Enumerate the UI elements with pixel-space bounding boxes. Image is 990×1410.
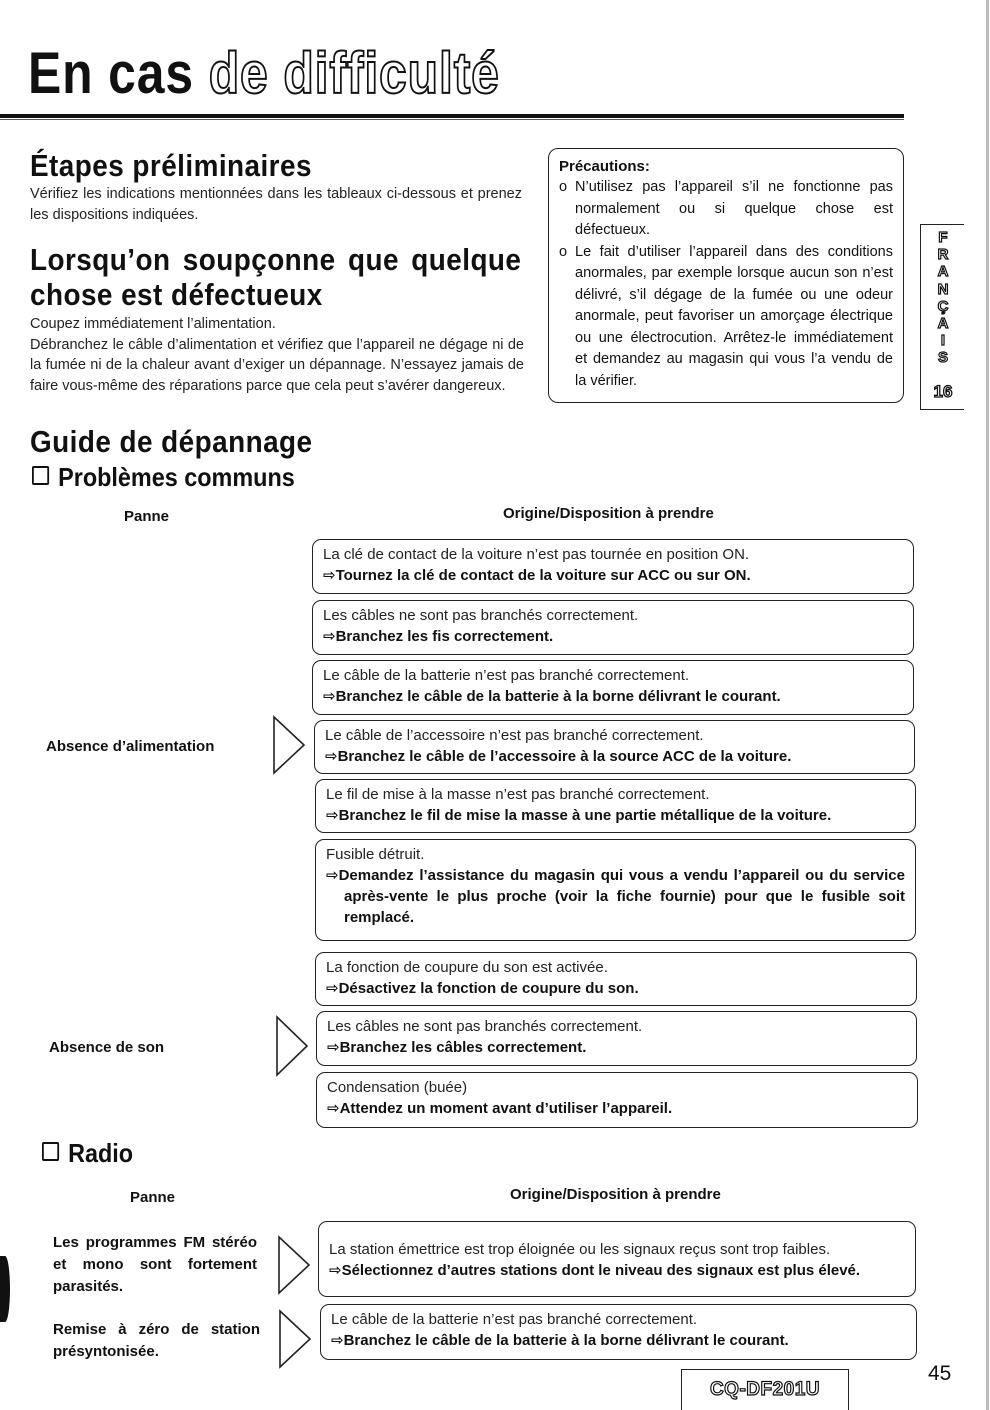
checkbox-square-icon — [32, 466, 49, 485]
arrow-right-icon: ⇨ — [331, 1332, 344, 1349]
binding-mark — [0, 1256, 10, 1322]
fault-remedy: ⇨Branchez le câble de l’accessoire à la source ACC de la voiture. — [325, 748, 792, 765]
precautions-title: Précautions: — [559, 158, 650, 175]
precautions-list — [559, 177, 893, 392]
page-edge — [986, 0, 989, 1410]
fault-remedy: ⇨Branchez le câble de la batterie à la borne délivrant le courant. — [331, 1332, 789, 1349]
fault-remedy: ⇨Tournez la clé de contact de la voiture sur ACC ou sur ON. — [323, 567, 751, 584]
fault-remedy: ⇨Attendez un moment avant d’utiliser l’appareil. — [327, 1100, 673, 1117]
fault-cause: La station émettrice est trop éloignée ou les signaux reçus sont trop faibles. — [329, 1241, 831, 1258]
col-origine-radio: Origine/Disposition à prendre — [510, 1186, 721, 1203]
fault-box — [320, 1304, 917, 1360]
soupcon-text-rest: Débranchez le câble d’alimentation et vérifiez que l’appareil ne dégage ni de la fumée ni de la chaleur avant d’exiger un dépannage. N’essayez jamais de faire vous-même des réparations parce que cela peut s’avérer dangereux. — [30, 336, 524, 394]
pointer-triangle-icon — [275, 1015, 309, 1077]
model-number: CQ-DF201U — [709, 1379, 821, 1400]
fault-box — [318, 1221, 916, 1297]
fault-box — [314, 720, 915, 774]
title-rule-thin — [0, 119, 904, 120]
soupcon-text — [30, 314, 524, 396]
fault-cause: Les câbles ne sont pas branchés correctement. — [323, 607, 639, 624]
precaution-item: o Le fait d’utiliser l’appareil dans des conditions anormales, par exemple lorsque aucun son n’est délivré, s’il dégage de la fumée ou une odeur anormale, peut favoriser un amorçage électrique ou une électrocution. Arrêtez-le immédiatement et demandez au magasin qui vous l’a vendu de la vérifier. — [559, 243, 893, 389]
precautions-box — [548, 148, 904, 403]
fault-remedy: ⇨Branchez les câbles correctement. — [327, 1039, 587, 1056]
problem-remise-zero: Remise à zéro de station présyntonisée. — [53, 1321, 260, 1360]
problem-absence-son: Absence de son — [49, 1039, 165, 1056]
arrow-right-icon: ⇨ — [323, 688, 336, 705]
bullet-icon: o — [559, 179, 568, 195]
fault-box — [316, 1072, 918, 1128]
col-panne: Panne — [124, 508, 170, 525]
soupcon-heading-line2: chose est défectueux — [30, 277, 323, 312]
problem-fm-parasites: Les programmes FM stéréo et mono sont fortement parasités. — [53, 1234, 257, 1295]
page-title-part1: En cas — [28, 41, 209, 106]
col-origine: Origine/Disposition à prendre — [503, 505, 714, 522]
fault-box — [312, 539, 914, 594]
checkbox-square-icon — [42, 1142, 59, 1161]
pointer-triangle-icon — [272, 715, 306, 775]
guide-heading: Guide de dépannage — [30, 424, 313, 459]
fault-box — [315, 779, 916, 833]
page-number: 45 — [928, 1362, 952, 1385]
col-panne-radio: Panne — [130, 1189, 176, 1206]
fault-cause: Les câbles ne sont pas branchés correctement. — [327, 1018, 643, 1035]
precaution-item: o N’utilisez pas l’appareil s’il ne fonctionne pas normalement ou si quelque chose est défectueux. — [559, 179, 893, 238]
arrow-right-icon: ⇨ — [329, 1262, 342, 1279]
arrow-right-icon: ⇨ — [326, 867, 339, 884]
common-subheading: Problèmes communs — [32, 462, 295, 492]
soupcon-heading-line1: Lorsqu’on soupçonne que quelque — [30, 242, 522, 277]
fault-remedy: ⇨Demandez l’assistance du magasin qui vous a vendu l’appareil ou du service après-vente le plus proche (voir la fiche fournie) pour que le fusible soit remplacé. — [326, 867, 905, 926]
arrow-right-icon: ⇨ — [326, 807, 339, 824]
fault-cause: Fusible détruit. — [326, 846, 425, 863]
arrow-right-icon: ⇨ — [323, 628, 336, 645]
bullet-icon: o — [559, 243, 568, 260]
etapes-text: Vérifiez les indications mentionnées dans les tableaux ci-dessous et prenez les dispositions indiquées. — [30, 186, 522, 223]
fault-remedy: ⇨Sélectionnez d’autres stations dont le niveau des signaux est plus élevé. — [329, 1262, 861, 1279]
title-rule — [0, 114, 904, 118]
arrow-right-icon: ⇨ — [327, 1100, 340, 1117]
page-title — [28, 40, 500, 107]
fault-cause: Le câble de l’accessoire n’est pas branché correctement. — [325, 727, 704, 744]
fault-cause: Le câble de la batterie n’est pas branché correctement. — [331, 1311, 698, 1328]
fault-cause: Le câble de la batterie n’est pas branché correctement. — [323, 667, 690, 684]
page-title-part2: de difficulté — [208, 41, 500, 106]
arrow-right-icon: ⇨ — [327, 1039, 340, 1056]
model-box — [681, 1369, 849, 1410]
pointer-triangle-icon — [278, 1309, 312, 1369]
arrow-right-icon: ⇨ — [325, 748, 338, 765]
language-tab-letters: F R A N Ç A I S — [937, 229, 949, 367]
fault-cause: La fonction de coupure du son est activée. — [326, 959, 608, 976]
fault-cause: Le fil de mise à la masse n’est pas branché correctement. — [326, 786, 710, 803]
fault-box — [315, 839, 916, 941]
fault-cause: La clé de contact de la voiture n’est pas tournée en position ON. — [323, 546, 750, 563]
radio-subheading: Radio — [42, 1138, 133, 1168]
fault-box — [315, 952, 917, 1006]
fault-remedy: ⇨Branchez les fis correctement. — [323, 628, 554, 645]
language-tab-page: 16 — [933, 382, 953, 401]
arrow-right-icon: ⇨ — [323, 567, 336, 584]
pointer-triangle-icon — [277, 1235, 311, 1295]
fault-remedy: ⇨Branchez le fil de mise la masse à une partie métallique de la voiture. — [326, 807, 832, 824]
language-tab — [920, 224, 964, 410]
fault-box — [312, 660, 914, 715]
fault-cause: Condensation (buée) — [327, 1079, 468, 1096]
fault-remedy: ⇨Branchez le câble de la batterie à la borne délivrant le courant. — [323, 688, 781, 705]
soupcon-heading — [30, 242, 522, 312]
etapes-heading: Étapes préliminaires — [30, 148, 312, 183]
soupcon-text-line1: Coupez immédiatement l’alimentation. — [30, 316, 276, 332]
arrow-right-icon: ⇨ — [326, 980, 339, 997]
fault-box — [312, 600, 914, 655]
problem-absence-alimentation: Absence d’alimentation — [46, 738, 215, 755]
fault-remedy: ⇨Désactivez la fonction de coupure du son. — [326, 980, 639, 997]
fault-box — [316, 1011, 917, 1066]
